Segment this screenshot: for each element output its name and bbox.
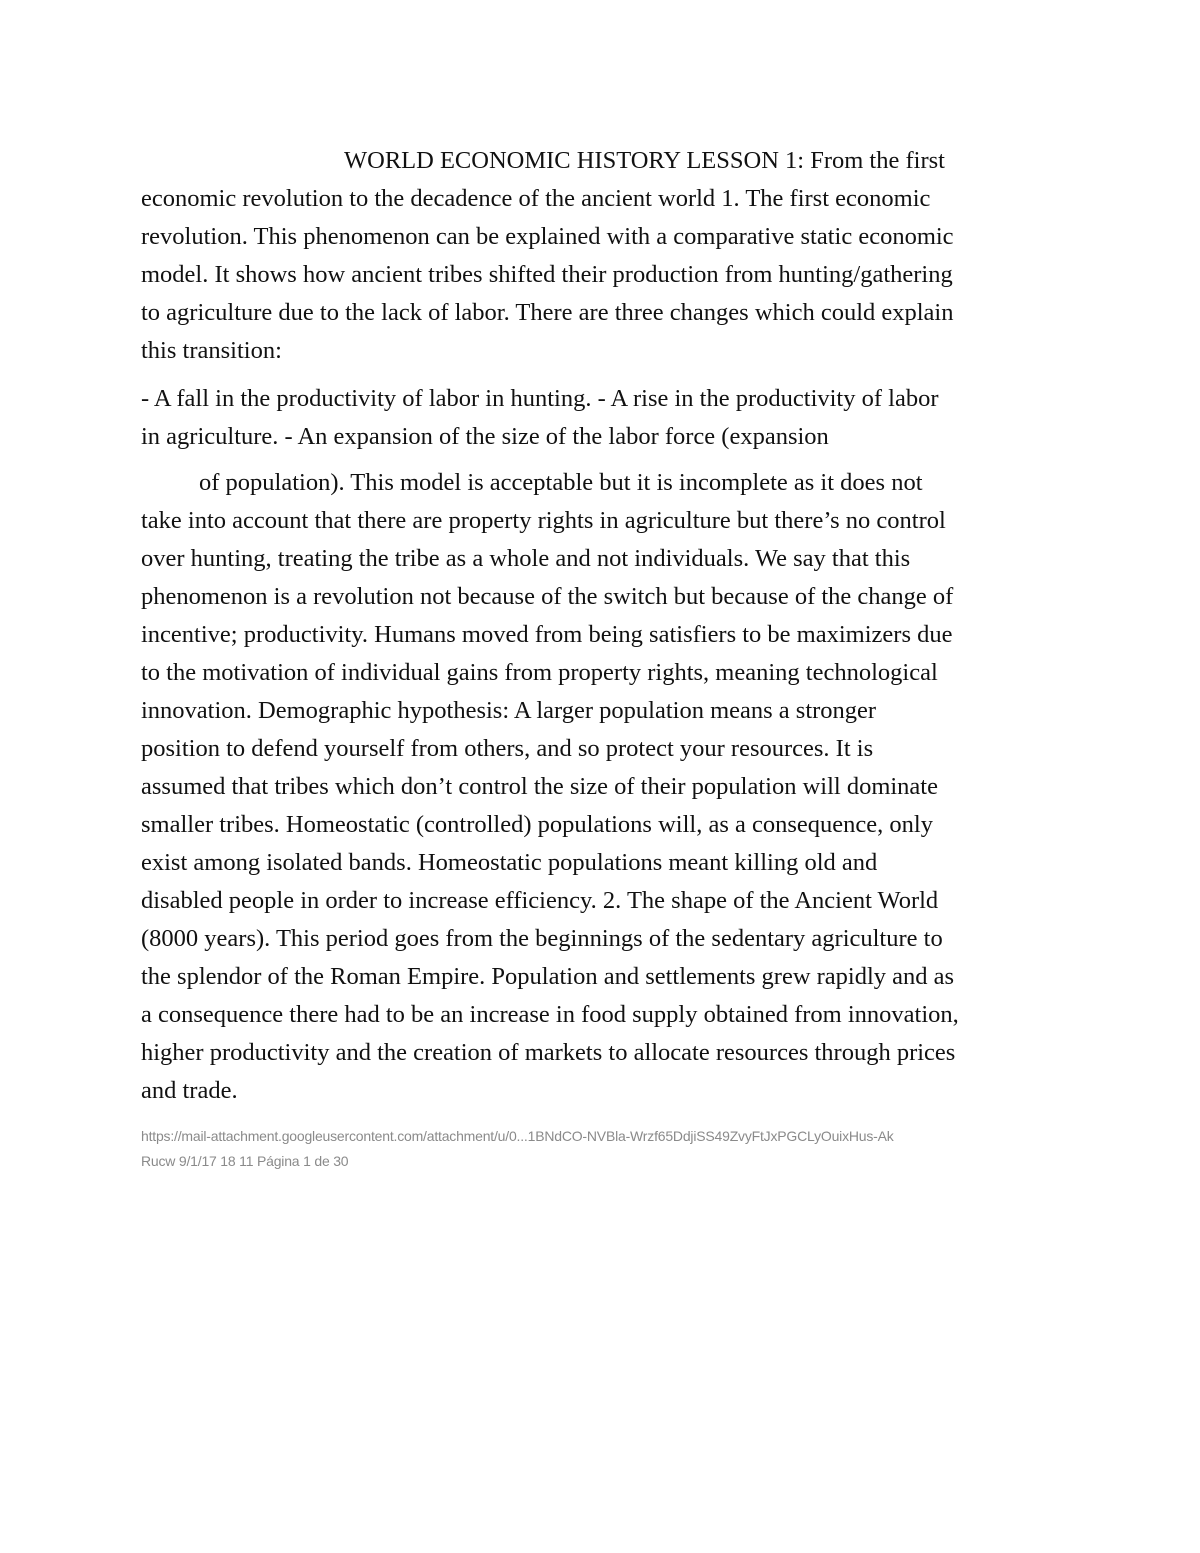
text-line: take into account that there are property rights in agriculture but there’s no control [141, 507, 946, 534]
text-line: smaller tribes. Homeostatic (controlled) populations will, as a consequence, only [141, 811, 933, 838]
text-line: to the motivation of individual gains from property rights, meaning technological [141, 659, 938, 686]
text-line: this transition: [141, 337, 282, 364]
page-footer-info: Rucw 9/1/17 18 11 Página 1 de 30 [141, 1153, 349, 1169]
text-line: position to defend yourself from others, and so protect your resources. It is [141, 735, 874, 762]
text-line: revolution. This phenomenon can be explained with a comparative static economic [141, 223, 954, 250]
text-line: of population). This model is acceptable but it is incomplete as it does not [199, 469, 923, 496]
text-line: higher productivity and the creation of markets to allocate resources through prices [141, 1039, 956, 1066]
text-line: exist among isolated bands. Homeostatic populations meant killing old and [141, 849, 878, 876]
text-line: (8000 years). This period goes from the beginnings of the sedentary agriculture to [141, 925, 943, 952]
text-line: - A fall in the productivity of labor in hunting. - A rise in the productivity of labor [141, 385, 939, 412]
text-line: innovation. Demographic hypothesis: A larger population means a stronger [141, 697, 877, 724]
text-line: incentive; productivity. Humans moved from being satisfiers to be maximizers due [141, 621, 953, 648]
text-line: phenomenon is a revolution not because of the switch but because of the change of [141, 583, 954, 610]
text-line: in agriculture. - An expansion of the size of the labor force (expansion [141, 423, 829, 450]
text-line: economic revolution to the decadence of the ancient world 1. The first economic [141, 185, 931, 212]
source-url: https://mail-attachment.googleusercontent.com/attachment/u/0...1BNdCO-NVBla-Wrzf65DdjiSS49ZvyFtJxPGCLyOuixHus-Ak [141, 1128, 894, 1144]
text-line: model. It shows how ancient tribes shifted their production from hunting/gathering [141, 261, 953, 288]
text-line: disabled people in order to increase efficiency. 2. The shape of the Ancient World [141, 887, 939, 914]
text-line: a consequence there had to be an increase in food supply obtained from innovation, [141, 1001, 959, 1028]
text-line: to agriculture due to the lack of labor. There are three changes which could explain [141, 299, 954, 326]
document-title-line: WORLD ECONOMIC HISTORY LESSON 1: From the first [344, 147, 945, 174]
text-line: and trade. [141, 1077, 238, 1104]
text-line: the splendor of the Roman Empire. Population and settlements grew rapidly and as [141, 963, 955, 990]
text-line: assumed that tribes which don’t control the size of their population will dominate [141, 773, 938, 800]
text-line: over hunting, treating the tribe as a whole and not individuals. We say that this [141, 545, 911, 572]
